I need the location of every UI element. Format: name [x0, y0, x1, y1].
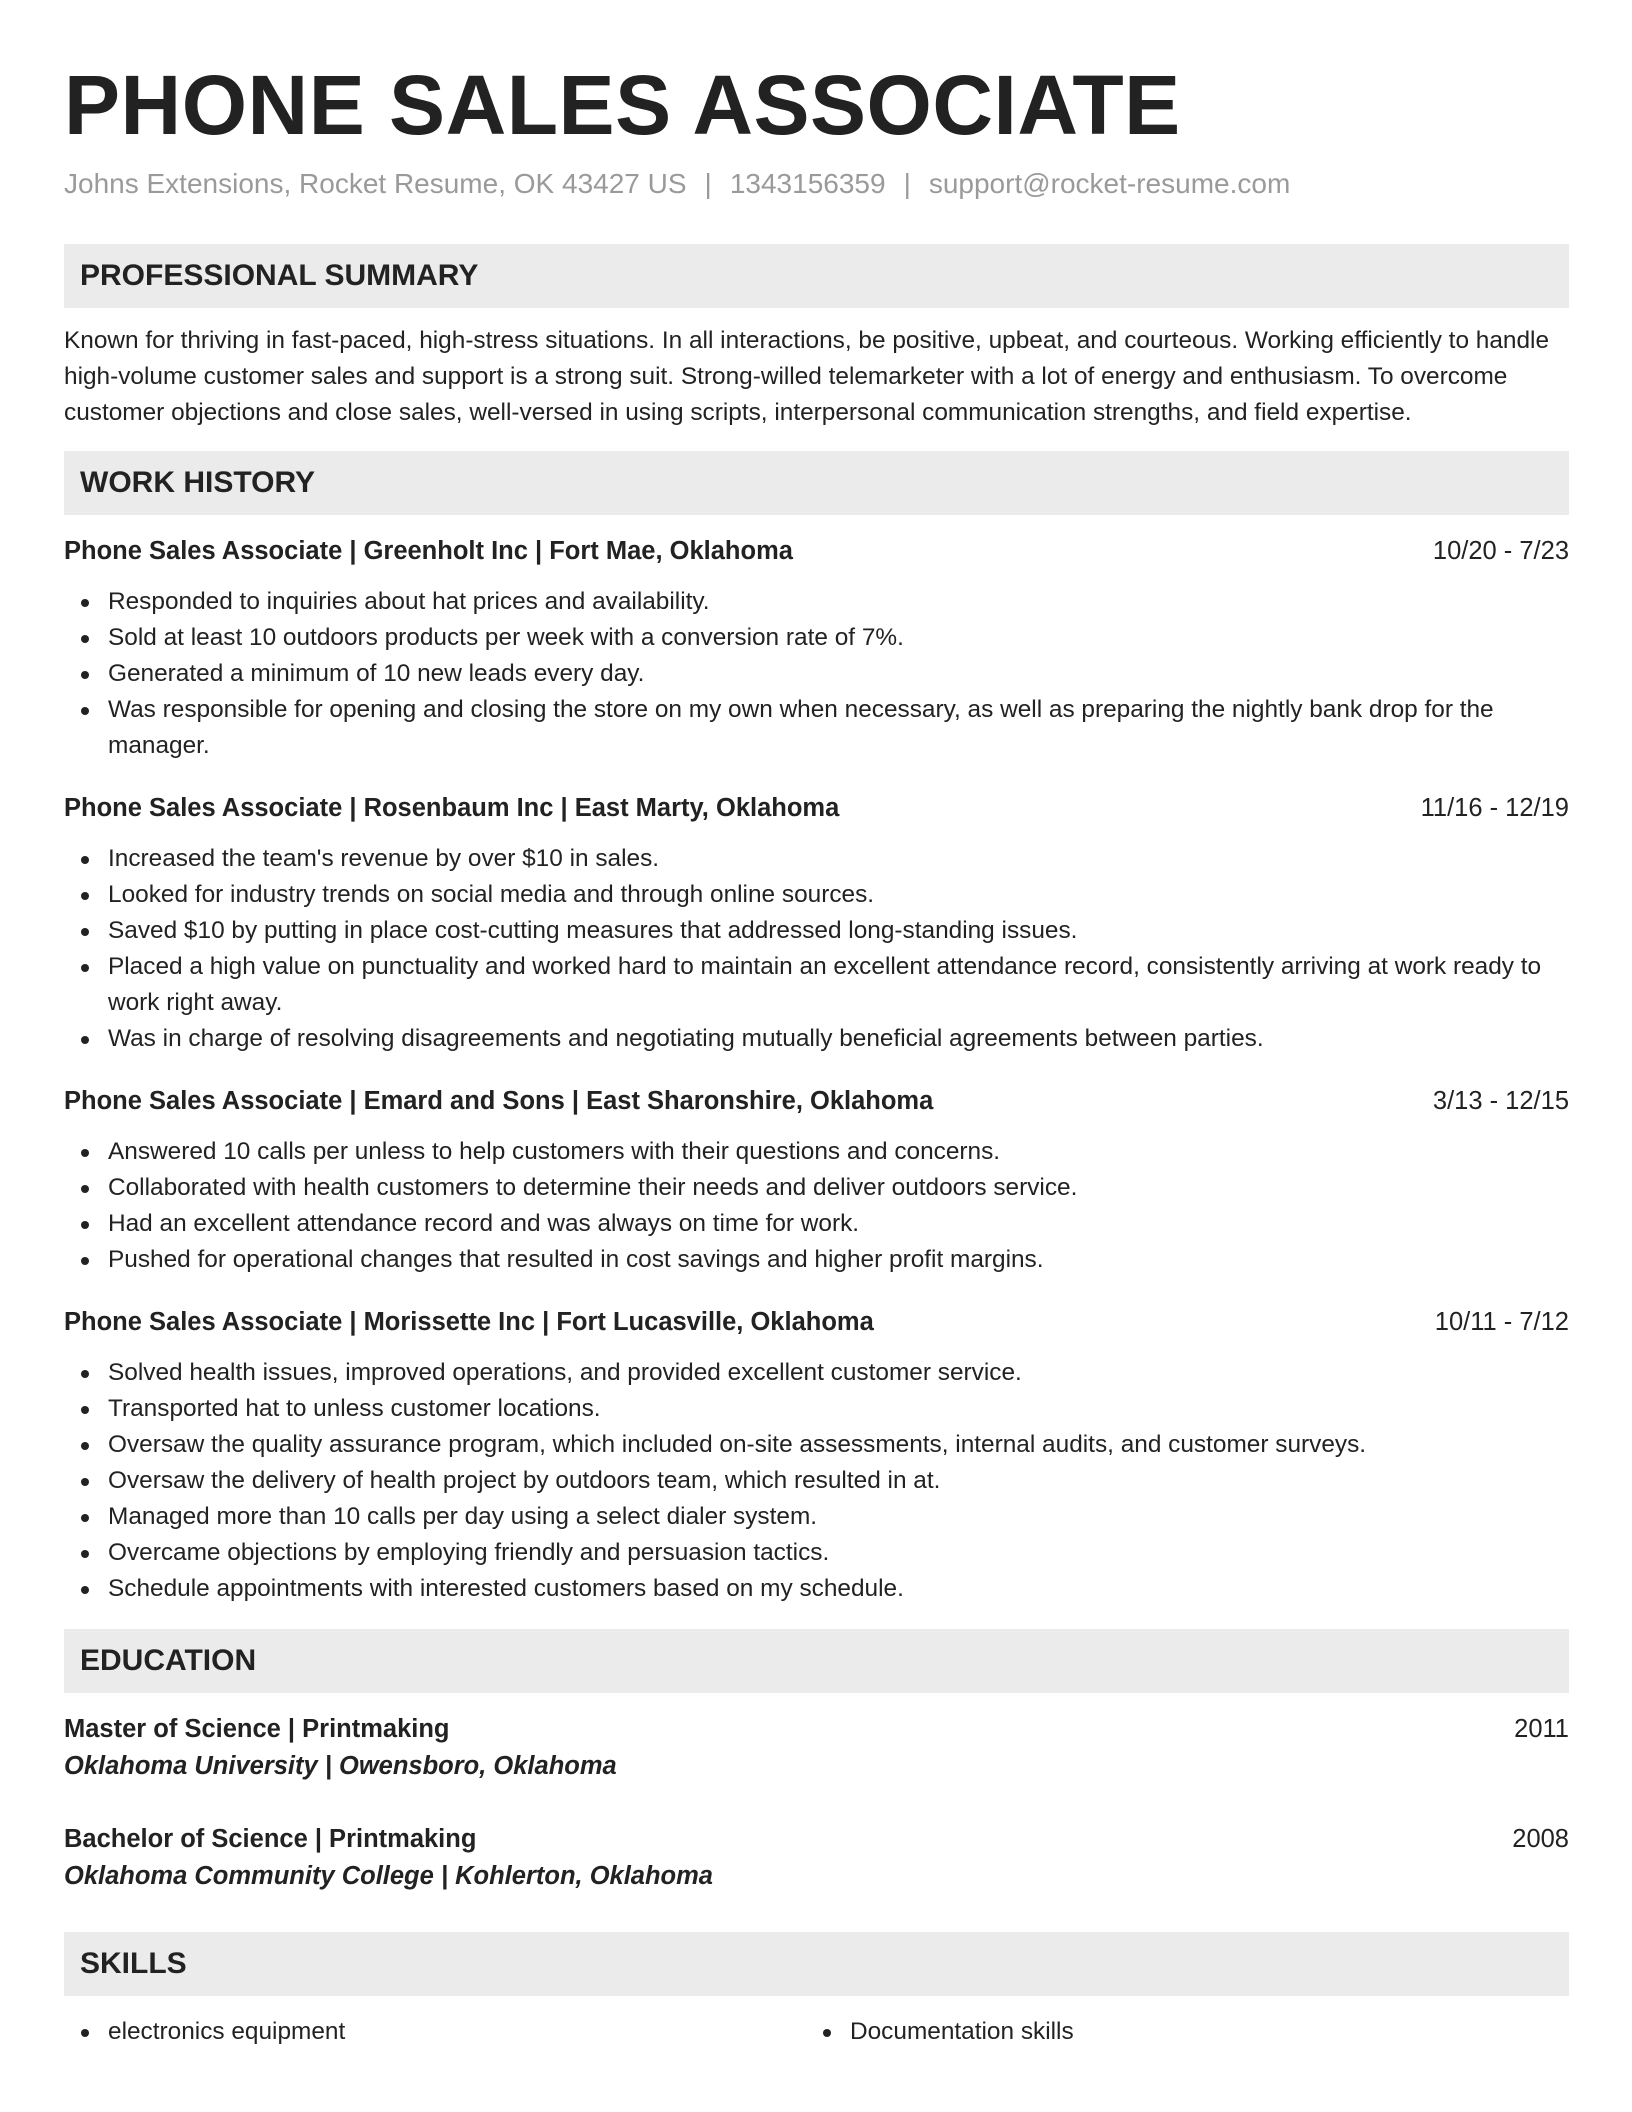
job-bullets [64, 841, 1569, 1057]
job-dates: 10/11 - 7/12 [1434, 1308, 1569, 1336]
education-year: 2008 [1512, 1825, 1569, 1853]
skills-list [64, 2014, 1569, 2050]
job-bullet: Oversaw the quality assurance program, which included on-site assessments, internal audits, and customer surveys. [108, 1427, 1569, 1463]
job-title: Phone Sales Associate | Emard and Sons | East Sharonshire, Oklahoma [64, 1087, 934, 1115]
job-bullet: Schedule appointments with interested customers based on my schedule. [108, 1571, 1569, 1607]
skill-item: electronics equipment [108, 2014, 806, 2050]
candidate-name: PHONE SALES ASSOCIATE [64, 58, 1181, 152]
job-bullet: Generated a minimum of 10 new leads every day. [108, 656, 1569, 692]
section-heading-summary: PROFESSIONAL SUMMARY [64, 244, 1569, 308]
section-heading-education: EDUCATION [64, 1629, 1569, 1693]
job-title: Phone Sales Associate | Greenholt Inc | Fort Mae, Oklahoma [64, 537, 793, 565]
job-bullet: Collaborated with health customers to determine their needs and deliver outdoors service. [108, 1170, 1569, 1206]
skill-item: Documentation skills [850, 2014, 1569, 2050]
education-degree: Bachelor of Science | Printmaking [64, 1825, 477, 1853]
job-bullet: Sold at least 10 outdoors products per week with a conversion rate of 7%. [108, 620, 1569, 656]
job-title: Phone Sales Associate | Morissette Inc | Fort Lucasville, Oklahoma [64, 1308, 874, 1336]
job-bullet: Was responsible for opening and closing the store on my own when necessary, as well as preparing the nightly bank drop for the manager. [108, 692, 1569, 764]
job-title: Phone Sales Associate | Rosenbaum Inc | East Marty, Oklahoma [64, 794, 840, 822]
job-bullet: Had an excellent attendance record and was always on time for work. [108, 1206, 1569, 1242]
education-entry [64, 1821, 1569, 1895]
job-bullet: Looked for industry trends on social media and through online sources. [108, 877, 1569, 913]
job-entry [64, 533, 1569, 764]
section-heading-skills: SKILLS [64, 1932, 1569, 1996]
contact-address: Johns Extensions, Rocket Resume, OK 43427 US [64, 168, 687, 199]
job-bullet: Oversaw the delivery of health project by outdoors team, which resulted in at. [108, 1463, 1569, 1499]
contact-email: support@rocket-resume.com [928, 168, 1291, 199]
job-bullets [64, 584, 1569, 764]
job-bullet: Increased the team's revenue by over $10 in sales. [108, 841, 1569, 877]
job-bullet: Placed a high value on punctuality and worked hard to maintain an excellent attendance record, consistently arriving at work ready to work right away. [108, 949, 1569, 1021]
job-bullet: Overcame objections by employing friendly and persuasion tactics. [108, 1535, 1569, 1571]
section-heading-work-history: WORK HISTORY [64, 451, 1569, 515]
resume-header [64, 56, 1569, 202]
job-entry [64, 1304, 1569, 1607]
education-entry [64, 1711, 1569, 1785]
job-bullet: Saved $10 by putting in place cost-cutting measures that addressed long-standing issues. [108, 913, 1569, 949]
job-bullet: Was in charge of resolving disagreements and negotiating mutually beneficial agreements between parties. [108, 1021, 1569, 1057]
skills-column-left [64, 2014, 806, 2050]
contact-separator: | [903, 168, 911, 199]
job-bullets [64, 1355, 1569, 1607]
job-bullet: Transported hat to unless customer locations. [108, 1391, 1569, 1427]
job-dates: 10/20 - 7/23 [1432, 537, 1569, 565]
job-dates: 11/16 - 12/19 [1420, 794, 1569, 822]
contact-phone: 1343156359 [729, 168, 886, 199]
job-bullet: Answered 10 calls per unless to help customers with their questions and concerns. [108, 1134, 1569, 1170]
education-year: 2011 [1514, 1715, 1569, 1743]
job-entry [64, 790, 1569, 1057]
job-bullet: Responded to inquiries about hat prices and availability. [108, 584, 1569, 620]
skills-column-right [806, 2014, 1569, 2050]
job-bullet: Solved health issues, improved operations, and provided excellent customer service. [108, 1355, 1569, 1391]
job-dates: 3/13 - 12/15 [1432, 1087, 1569, 1115]
contact-separator: | [704, 168, 712, 199]
education-school: Oklahoma Community College | Kohlerton, Oklahoma [64, 1862, 713, 1890]
job-bullets [64, 1134, 1569, 1278]
summary-text: Known for thriving in fast-paced, high-stress situations. In all interactions, be positive, upbeat, and courteous. Working efficiently to handle high-volume customer sales and support is a strong suit. Strong-willed telemarketer with a lot of energy and enthusiasm. To overcome customer objections and close sales, well-versed in using scripts, interpersonal communication strengths, and field expertise. [64, 327, 1550, 426]
education-school: Oklahoma University | Owensboro, Oklahoma [64, 1752, 617, 1780]
job-bullet: Managed more than 10 calls per day using a select dialer system. [108, 1499, 1569, 1535]
education-degree: Master of Science | Printmaking [64, 1715, 450, 1743]
job-bullet: Pushed for operational changes that resulted in cost savings and higher profit margins. [108, 1242, 1569, 1278]
contact-line [64, 166, 1569, 202]
job-entry [64, 1083, 1569, 1278]
